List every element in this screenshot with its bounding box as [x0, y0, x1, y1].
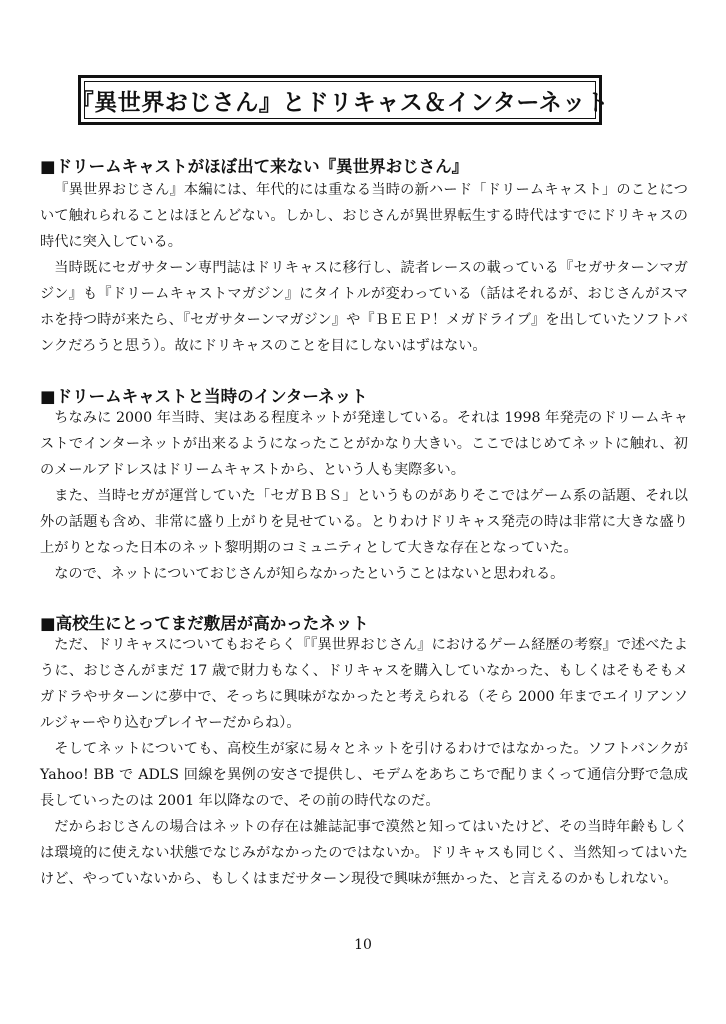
section-3-paragraph-3: だからおじさんの場合はネットの存在は雑誌記事で漠然と知ってはいたけど、その当時年齢もしくは環境的に使えない状態でなじみがなかったのではないか。ドリキャスも同じく、当然知ってはいたけど、やっていないから、もしくはまだサターン現役で興味が無かった、と言えるのかもしれない。 [40, 819, 688, 887]
section-2-paragraph-1: ちなみに 2000 年当時、実はある程度ネットが発達している。それは 1998 年発売のドリームキャストでインターネットが出来るようになったことがかなり大きい。ここではじめてネットに触れ、初のメールアドレスはドリームキャストから、という人も実際多い。 [40, 410, 688, 478]
page-title: 『異世界おじさん』とドリキャス＆インターネット [70, 88, 610, 116]
section-1-paragraph-1: 『異世界おじさん』本編には、年代的には重なる当時の新ハード「ドリームキャスト」のことについて触れられることはほとんどない。しかし、おじさんが異世界転生する時代はすでにドリキャスの時代に突入している。 [40, 182, 688, 250]
section-3-paragraph-2: そしてネットについても、高校生が家に易々とネットを引けるわけではなかった。ソフトバンクが Yahoo! BB で ADLS 回線を異例の安さで提供し、モデムをあちこちで配りまくって通信分野で急成長していったのは 2001 年以降なので、その前の時代なのだ。 [40, 741, 688, 809]
section-1-paragraph-2: 当時既にセガサターン専門誌はドリキャスに移行し、読者レースの載っている『セガサターンマガジン』も『ドリームキャストマガジン』にタイトルが変わっている（話はそれるが、おじさんがスマホを持つ時が来たら、『セガサターンマガジン』や『ＢＥＥＰ！メガドライブ』を出していたソフトバンクだろうと思う）。故にドリキャスのことを目にしないはずはない。 [40, 260, 688, 354]
title-box [70, 75, 610, 125]
section-heading-3: ■高校生にとってまだ敷居が高かったネット [40, 614, 369, 633]
section-heading-1: ■ドリームキャストがほぼ出て来ない『異世界おじさん』 [40, 157, 469, 176]
page-number: 10 [354, 937, 372, 953]
section-2-paragraph-3: なので、ネットについておじさんが知らなかったということはないと思われる。 [54, 566, 565, 582]
section-heading-2: ■ドリームキャストと当時のインターネット [40, 387, 368, 406]
section-3-paragraph-1: ただ、ドリキャスについてもおそらく『『異世界おじさん』におけるゲーム経歴の考察』で述べたように、おじさんがまだ 17 歳で財力もなく、ドリキャスを購入していなかった、もしくはそもそもメガドラやサターンに夢中で、そっちに興味がなかったと考えられる（そら 2000 年までエイリアンソルジャーやり込むプレイヤーだからね）。 [40, 637, 688, 731]
section-2-paragraph-2: また、当時セガが運営していた「セガＢＢＳ」というものがありそこではゲーム系の話題、それ以外の話題も含め、非常に盛り上がりを見せている。とりわけドリキャス発売の時は非常に大きな盛り上がりとなった日本のネット黎明期のコミュニティとして大きな存在となっていた。 [40, 488, 688, 556]
title-inner-frame [70, 81, 610, 119]
